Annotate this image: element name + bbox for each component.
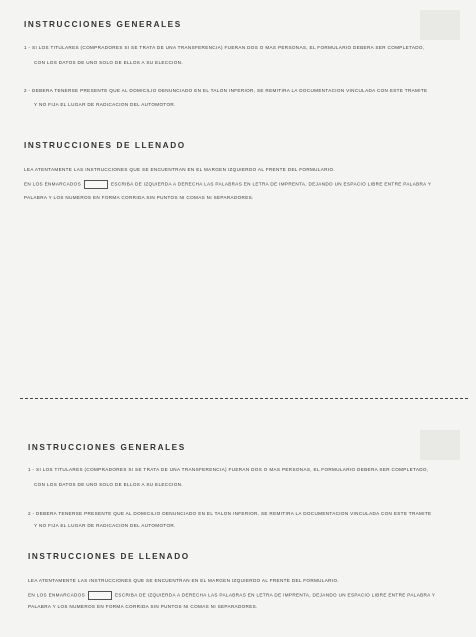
sample-input-box (84, 180, 108, 189)
general-instruction-2: 2 - DEBERA TENERSE PRESENTE QUE AL DOMICILIO DENUNCIADO EN EL TALON INFERIOR, SE REMITIRA LA DOCUMENTACION VINCULADA CON ESTE TRAMITE (28, 511, 432, 516)
general-instruction-1-cont: CON LOS DATOS DE UNO SOLO DE ELLOS A SU ELECCION. (34, 60, 183, 65)
cut-line-divider (20, 398, 468, 399)
fill-instruction-2-end: ESCRIBA DE IZQUIERDA A DERECHA LAS PALABRAS EN LETRA DE IMPRENTA, DEJANDO UN ESPACIO LIBRE ENTRE PALABRA Y (115, 592, 436, 598)
fill-instruction-2 (28, 591, 435, 600)
general-instruction-2-cont: Y NO FIJA EL LUGAR DE RADICACION DEL AUTOMOTOR. (34, 102, 176, 107)
fill-instruction-1: LEA ATENTAMENTE LAS INSTRUCCIONES QUE SE ENCUENTRAN EN EL MARGEN IZQUIERDO AL FRENTE DEL FORMULARIO. (28, 578, 340, 583)
sample-input-box (88, 591, 112, 600)
fill-instructions-title: INSTRUCCIONES DE LLENADO (24, 141, 186, 150)
bleed-through-mark (420, 430, 460, 460)
fill-instruction-2-start: EN LOS ENMARCADOS (24, 181, 82, 187)
general-instruction-2-cont: Y NO FIJA EL LUGAR DE RADICACION DEL AUTOMOTOR. (34, 523, 176, 528)
bleed-through-mark (420, 10, 460, 40)
general-instruction-1-cont: CON LOS DATOS DE UNO SOLO DE ELLOS A SU ELECCION. (34, 482, 183, 487)
general-instructions-title: INSTRUCCIONES GENERALES (28, 443, 186, 452)
general-instructions-title: INSTRUCCIONES GENERALES (24, 20, 182, 29)
general-instruction-2: 2 - DEBERA TENERSE PRESENTE QUE AL DOMICILIO DENUNCIADO EN EL TALON INFERIOR, SE REMITIRA LA DOCUMENTACION VINCULADA CON ESTE TRAMITE (24, 88, 428, 93)
fill-instruction-2 (24, 180, 431, 189)
fill-instruction-2-end: ESCRIBA DE IZQUIERDA A DERECHA LAS PALABRAS EN LETRA DE IMPRENTA, DEJANDO UN ESPACIO LIBRE ENTRE PALABRA Y (111, 181, 432, 187)
fill-instruction-3: PALABRA Y LOS NUMEROS EN FORMA CORRIDA SIN PUNTOS NI COMAS NI SEPARADORES. (28, 604, 258, 609)
fill-instruction-3: PALABRA Y LOS NUMEROS EN FORMA CORRIDA SIN PUNTOS NI COMAS NI SEPARADORES. (24, 195, 254, 200)
fill-instruction-2-start: EN LOS ENMARCADOS (28, 592, 86, 598)
fill-instruction-1: LEA ATENTAMENTE LAS INSTRUCCIONES QUE SE ENCUENTRAN EN EL MARGEN IZQUIERDO AL FRENTE DEL FORMULARIO. (24, 167, 336, 172)
general-instruction-1: 1 - SI LOS TITULARES (COMPRADORES SI SE TRATA DE UNA TRANSFERENCIA) FUERAN DOS O MAS PERSONAS, EL FORMULARIO DEBERA SER COMPLETADO, (24, 45, 425, 50)
general-instruction-1: 1 - SI LOS TITULARES (COMPRADORES SI SE TRATA DE UNA TRANSFERENCIA) FUERAN DOS O MAS PERSONAS, EL FORMULARIO DEBERA SER COMPLETADO, (28, 467, 429, 472)
fill-instructions-title: INSTRUCCIONES DE LLENADO (28, 552, 190, 561)
